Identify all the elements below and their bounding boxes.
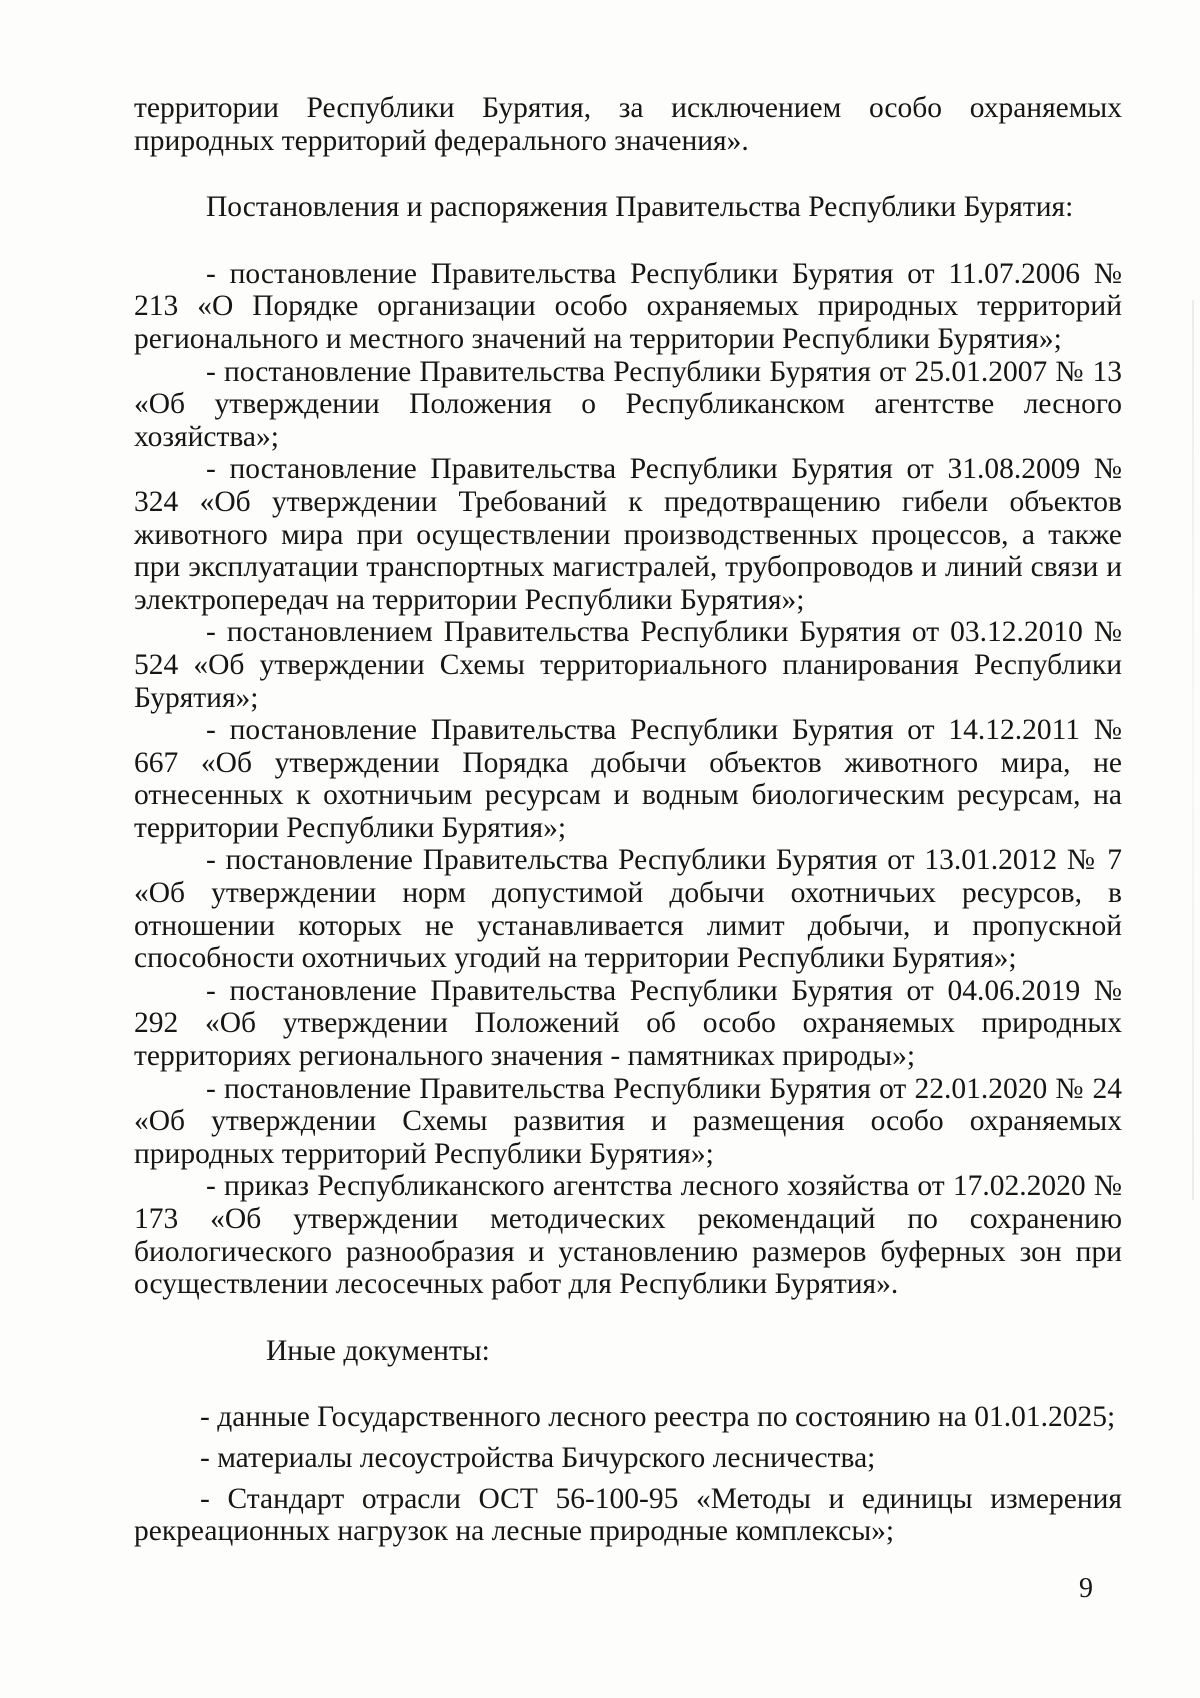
government-acts-list	[134, 258, 1122, 1301]
list-item: - постановление Правительства Республики Бурятия от 25.01.2007 № 13 «Об утверждении Положения о Республиканском агентстве лесного хозяйства»;	[134, 355, 1122, 453]
list-item: - Стандарт отрасли ОСТ 56-100-95 «Методы и единицы измерения рекреационных нагрузок на лесные природные комплексы»;	[134, 1482, 1122, 1548]
list-item: - постановление Правительства Республики Бурятия от 31.08.2009 № 324 «Об утверждении Требований к предотвращению гибели объектов животного мира при осуществлении производственных процессов, а также при эксплуатации транспортных магистралей, трубопроводов и линий связи и электропередач на территории Республики Бурятия»;	[134, 453, 1122, 616]
other-documents-list	[134, 1401, 1122, 1547]
list-item: - материалы лесоустройства Бичурского лесничества;	[200, 1441, 876, 1474]
list-item: - постановление Правительства Республики Бурятия от 14.12.2011 № 667 «Об утверждении Порядка добычи объектов животного мира, не отнесенных к охотничьим ресурсам и водным биологическим ресурсам, на территории Республики Бурятия»;	[134, 714, 1122, 844]
document-body	[134, 92, 1122, 1548]
intro-continuation: территории Республики Бурятия, за исключением особо охраняемых природных территорий федерального значения».	[134, 92, 1122, 157]
section-heading-other: Иные документы:	[266, 1334, 490, 1367]
list-item: - постановление Правительства Республики Бурятия от 22.01.2020 № 24 «Об утверждении Схемы развития и размещения особо охраняемых природных территорий Республики Бурятия»;	[134, 1072, 1122, 1170]
list-item: - постановление Правительства Республики Бурятия от 11.07.2006 № 213 «О Порядке организации особо охраняемых природных территорий регионального и местного значений на территории Республики Бурятия»;	[134, 257, 1122, 355]
list-item: - постановление Правительства Республики Бурятия от 04.06.2019 № 292 «Об утверждении Положений об особо охраняемых природных территориях регионального значения - памятниках природы»;	[134, 974, 1122, 1073]
list-item: - данные Государственного лесного реестра по состоянию на 01.01.2025;	[200, 1401, 1116, 1434]
list-item: - постановление Правительства Республики Бурятия от 13.01.2012 № 7 «Об утверждении норм допустимой добычи охотничьих ресурсов, в отношении которых не устанавливается лимит добычи, и пропускной способности охотничьих угодий на территории Республики Бурятия»;	[134, 844, 1122, 975]
list-item: - приказ Республиканского агентства лесного хозяйства от 17.02.2020 № 173 «Об утверждении методических рекомендаций по сохранению биологического разнообразия и установлению размеров буферных зон при осуществлении лесосечных работ для Республики Бурятия».	[134, 1170, 1122, 1301]
section-heading-government: Постановления и распоряжения Правительства Республики Бурятия:	[206, 191, 1074, 224]
scan-edge-shadow	[1192, 300, 1194, 1200]
list-item: - постановлением Правительства Республики Бурятия от 03.12.2010 № 524 «Об утверждении Схемы территориального планирования Республики Бурятия»;	[134, 616, 1122, 714]
page-number: 9	[1079, 1573, 1093, 1604]
